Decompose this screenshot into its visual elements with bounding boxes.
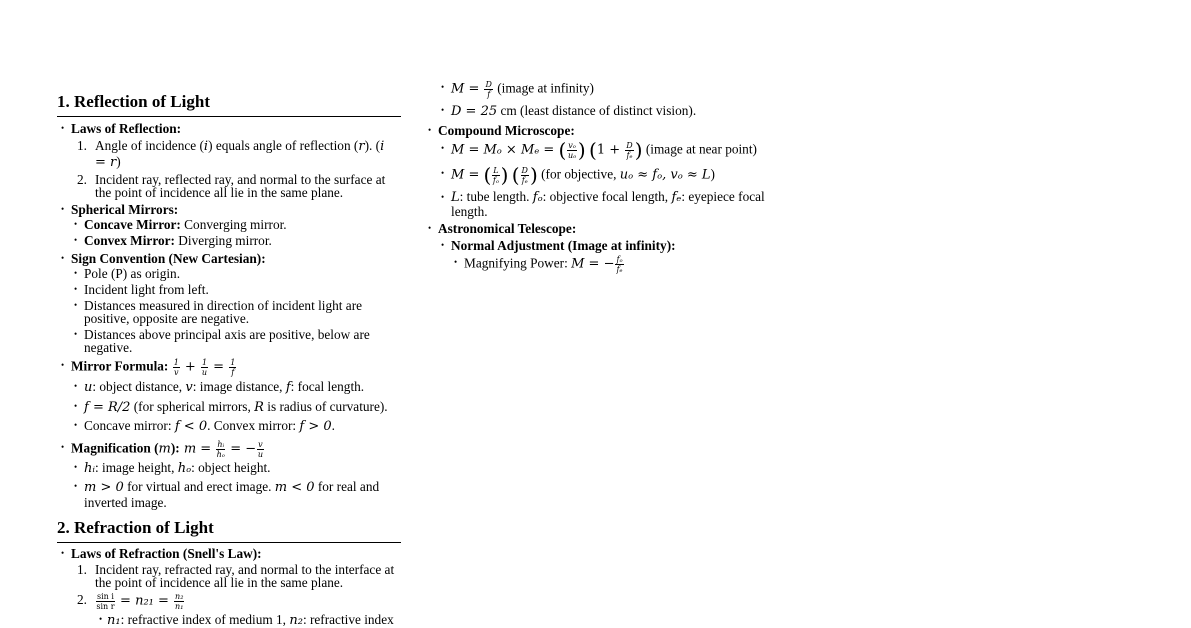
fraction: $\frac{\text{sin i}}{\text{sin r}}$ [96, 592, 115, 611]
mag-label: Magnification ( [71, 440, 159, 456]
list-item: • Magnifying Power: M = − $\frac{\text{fₒ}}{\text{fₑ}}$ [424, 255, 769, 274]
list-item: • M = $\frac{D}{f}$ (image at infinity) [424, 80, 769, 99]
list-item: • Distances above principal axis are positive, below are negative. [57, 328, 374, 354]
term: Convex Mirror: [84, 233, 175, 248]
normal-adjustment [424, 238, 769, 274]
math: = n₂₁ = [115, 593, 174, 609]
law-item [57, 592, 401, 611]
list-number: 2. [77, 592, 87, 607]
fraction: $\frac{1}{f}$ [230, 358, 236, 377]
list-number: 2. [77, 172, 87, 187]
list-item: • M = ( $\frac{L}{\text{fₒ}}$ ) ( $\frac{D}{\text{fₑ}}$ ) (for objective, uₒ ≈ fₒ, vₒ ≈ L) [424, 166, 769, 185]
list-item: • L: tube length. fₒ: objective focal length, fₑ: eyepiece focal length. [424, 190, 781, 219]
fraction: $\frac{1}{v}$ [173, 358, 179, 377]
list-item [57, 217, 401, 232]
laws-of-refraction [57, 546, 401, 628]
laws-label: Laws of Reflection: [71, 121, 182, 136]
list-item: • M = Mₒ × Mₑ = ( $\frac{\text{vₒ}}{\text{uₒ}}$ ) (1 + $\frac{D}{\text{fₑ}}$ ) (image at near point) [424, 141, 769, 160]
text: ) equals angle of reflection ( [208, 138, 359, 153]
list-number: 1. [77, 562, 87, 577]
fraction: $\frac{v}{u}$ [257, 440, 264, 459]
list-item [57, 233, 401, 248]
list-item: • Pole (P) as origin. [57, 267, 401, 280]
section-refraction [57, 518, 401, 628]
list-number: 1. [77, 138, 87, 153]
math: = [209, 359, 229, 375]
text: ). ( [364, 138, 381, 153]
list-item: • u: object distance, v: image distance, f: focal length. [57, 379, 401, 395]
laws-of-reflection [57, 121, 401, 199]
compound-microscope [424, 123, 769, 219]
math: = − [226, 441, 257, 457]
astronomical-telescope [424, 221, 769, 274]
math: m [158, 441, 171, 457]
law-item [57, 563, 395, 589]
section-reflection [57, 92, 401, 510]
magnification [57, 440, 401, 510]
list-item: • hᵢ: image height, hₒ: object height. [57, 460, 401, 476]
sign-label: Sign Convention (New Cartesian): [71, 251, 266, 266]
list-item: • n₁: refractive index of medium 1, n₂: refractive index [57, 612, 401, 628]
mirrors-label: Spherical Mirrors: [71, 202, 179, 217]
text: Incident ray, reflected ray, and normal to the surface at the point of incidence all lie in the same plane. [95, 172, 386, 200]
mag-label-end: ): [170, 440, 180, 456]
text: Incident ray, refracted ray, and normal to the interface at the point of incidence all lie in the same plane. [95, 562, 395, 590]
list-item: • D = 25 cm (least distance of distinct vision). [424, 103, 769, 119]
text: Converging mirror. [180, 217, 287, 232]
term: Concave Mirror: [84, 217, 181, 232]
laws-label: Laws of Refraction (Snell's Law): [71, 546, 262, 561]
list-item: • Concave mirror: f < 0. Convex mirror: f > 0. [57, 418, 401, 434]
list-item: • m > 0 for virtual and erect image. m < 0 for real and inverted image. [57, 479, 384, 510]
math: i [203, 139, 209, 154]
math: r [358, 139, 365, 154]
spherical-mirrors [57, 202, 401, 248]
list-item: • f = R/2 (for spherical mirrors, R is radius of curvature). [57, 399, 401, 415]
sign-convention [57, 251, 401, 354]
list-item: • Incident light from left. [57, 283, 401, 296]
telescope-label: Astronomical Telescope: [438, 221, 577, 236]
math: i = r [95, 139, 385, 170]
list-item: • Distances measured in direction of incident light are positive, opposite are negative. [57, 299, 364, 325]
law-item [57, 173, 401, 199]
compound-label: Compound Microscope: [438, 123, 575, 138]
math: + [180, 359, 200, 375]
section-title: 1. Reflection of Light [57, 92, 401, 117]
fraction: $\frac{1}{u}$ [201, 358, 208, 377]
section-title: 2. Refraction of Light [57, 518, 401, 543]
formula-label: Mirror Formula: [71, 358, 169, 374]
normal-label: Normal Adjustment (Image at infinity): [451, 238, 676, 253]
text: ) [116, 154, 121, 169]
law-item [57, 138, 391, 170]
fraction: $\frac{D}{f}$ [485, 80, 492, 99]
mirror-formula [57, 358, 401, 434]
fraction: $\frac{\text{n₂}}{\text{n₁}}$ [175, 592, 184, 611]
math: m = [179, 441, 216, 457]
fraction: $\frac{\text{hᵢ}}{\text{hₒ}}$ [216, 440, 225, 459]
text: Angle of incidence ( [95, 138, 204, 153]
text: Diverging mirror. [174, 233, 272, 248]
